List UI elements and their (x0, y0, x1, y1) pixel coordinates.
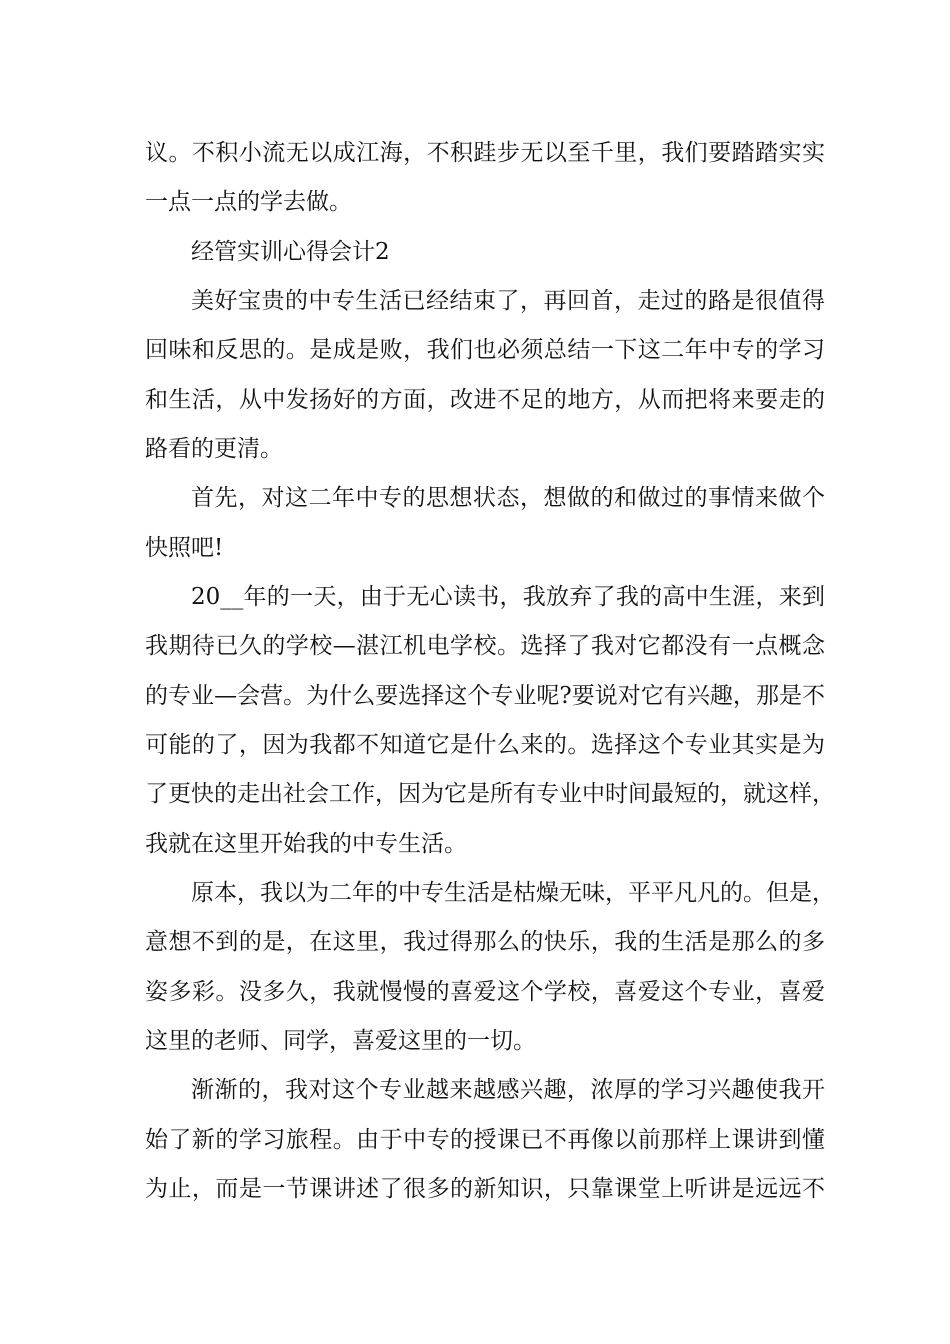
text-line: 议。不积小流无以成江海，不积跬步无以至千里，我们要踏踏实实 (145, 140, 825, 166)
text-line: 姿多彩。没多久，我就慢慢的喜爱这个学校，喜爱这个专业，喜爱 (145, 979, 825, 1005)
text-line: 意想不到的是，在这里，我过得那么的快乐，我的生活是那么的多 (145, 929, 825, 955)
text-line: 始了新的学习旅程。由于中专的授课已不再像以前那样上课讲到懂 (145, 1127, 825, 1153)
text-line: 的专业—会营。为什么要选择这个专业呢?要说对它有兴趣，那是不 (145, 683, 825, 709)
text-line: 一点一点的学去做。 (145, 189, 352, 215)
section-heading: 经管实训心得会计2 (191, 239, 390, 265)
text-line: 和生活，从中发扬好的方面，改进不足的地方，从而把将来要走的 (145, 387, 825, 413)
text-line: 路看的更清。 (145, 436, 283, 462)
text-line: 20__年的一天，由于无心读书，我放弃了我的高中生涯，来到 (191, 584, 825, 610)
text-line: 我就在这里开始我的中专生活。 (145, 831, 467, 857)
text-line: 美好宝贵的中专生活已经结束了，再回首，走过的路是很值得 (191, 288, 825, 314)
text-line: 原本，我以为二年的中专生活是枯燥无味，平平凡凡的。但是， (191, 880, 835, 906)
text-line: 了更快的走出社会工作，因为它是所有专业中时间最短的，就这样， (145, 781, 835, 807)
text-line: 我期待已久的学校—湛江机电学校。选择了我对它都没有一点概念 (145, 633, 825, 659)
text-line: 快照吧! (145, 535, 224, 561)
text-line: 首先，对这二年中专的思想状态，想做的和做过的事情来做个 (191, 485, 825, 511)
text-line: 可能的了，因为我都不知道它是什么来的。选择这个专业其实是为 (145, 732, 825, 758)
text-line: 回味和反思的。是成是败，我们也必须总结一下这二年中专的学习 (145, 337, 825, 363)
text-line: 这里的老师、同学，喜爱这里的一切。 (145, 1028, 536, 1054)
text-line: 为止，而是一节课讲述了很多的新知识，只靠课堂上听讲是远远不 (145, 1176, 825, 1202)
text-line: 渐渐的，我对这个专业越来越感兴趣，浓厚的学习兴趣使我开 (191, 1077, 825, 1103)
